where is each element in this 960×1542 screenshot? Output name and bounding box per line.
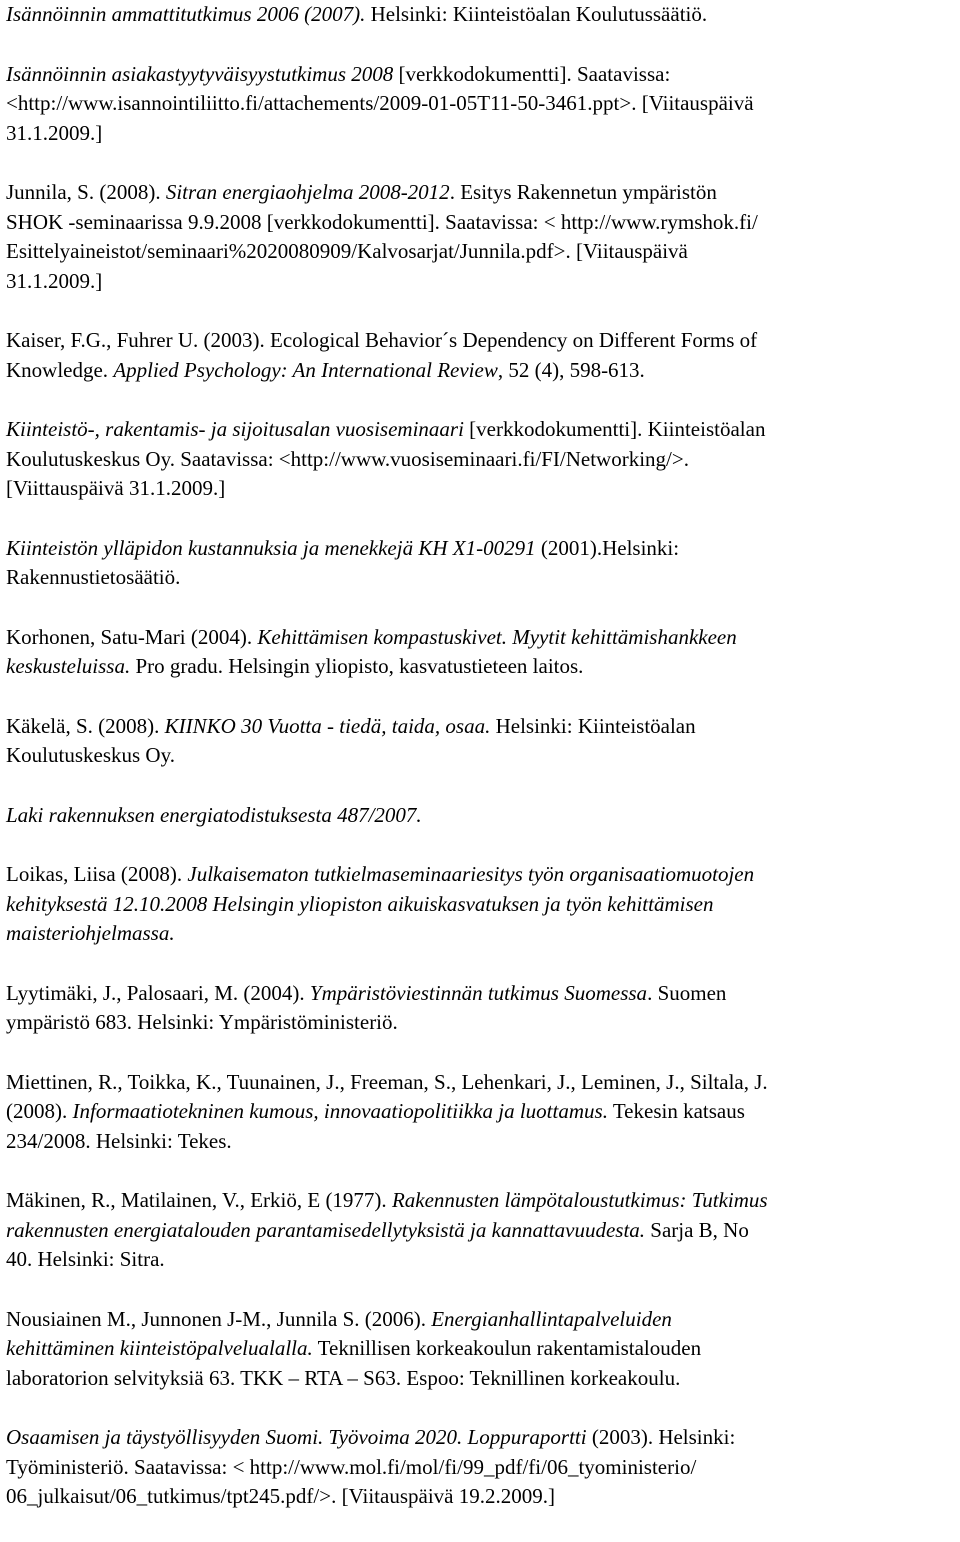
reference-title-text: KIINKO 30 Vuotta - tiedä, taida, osaa. — [164, 713, 491, 738]
reference-text: Kaiser, F.G., Fuhrer U. (2003). Ecological Behavior´s Dependency on Different Forms of Knowledge. — [6, 328, 758, 382]
ref-kiinteisto-vuosiseminaari — [6, 415, 956, 504]
reference-text: Junnila, S. (2008). — [6, 180, 166, 204]
ref-kiinteiston-yllapidon — [6, 534, 956, 593]
reference-text: (2003). Helsinki: Työministeriö. Saatavissa: < http://www.mol.fi/mol/fi/99_pdf/fi/06_tyoministerio/ 06_julkaisut/06_tutkimus/tpt245.pdf/>. [Viitauspäivä 19.2.2009.] — [6, 1425, 736, 1508]
ref-korhonen — [6, 623, 956, 682]
reference-text: Mäkinen, R., Matilainen, V., Erkiö, E (1977). — [6, 1188, 392, 1212]
reference-title-text: Isännöinnin asiakastyytyväisyystutkimus 2008 — [6, 61, 394, 86]
reference-text: Miettinen, R., Toikka, K., Tuunainen, J., Freeman, S., Lehenkari, J., Leminen, J., Siltala, J. (2008). — [6, 1069, 768, 1123]
reference-text: [verkkodokumentti]. Saatavissa: <http://www.isannointiliitto.fi/attachements/2009-01-05T11-50-3461.ppt>. [Viitauspäivä 31.1.2009.] — [6, 61, 754, 145]
reference-text: Nousiainen M., Junnonen J-M., Junnila S. (2006). — [6, 1306, 432, 1331]
reference-title-text: Energianhallintapalveluiden kehittäminen kiinteistöpalvelualalla. — [6, 1306, 672, 1360]
reference-text: Korhonen, Satu-Mari (2004). — [6, 624, 258, 649]
reference-text: Loikas, Liisa (2008). — [6, 862, 188, 886]
reference-text: , 52 (4), 598-613. — [497, 357, 645, 382]
ref-loikas — [6, 860, 956, 949]
reference-text: [verkkodokumentti]. Kiinteistöalan Koulutuskeskus Oy. Saatavissa: <http://www.vuosiseminaari.fi/FI/Networking/>. [Viittauspäivä 31.1.2009.] — [6, 417, 766, 500]
reference-text: Käkelä, S. (2008). — [6, 713, 165, 738]
reference-title-text: Applied Psychology: An International Review — [113, 357, 498, 382]
ref-nousiainen — [6, 1305, 956, 1394]
reference-title-text: Rakennusten lämpötaloustutkimus: Tutkimus rakennusten energiatalouden parantamisedellytyksistä ja kannattavuudesta. — [6, 1188, 768, 1242]
reference-title-text: Osaamisen ja täystyöllisyyden Suomi. Työvoima 2020. Loppuraportti — [6, 1425, 587, 1449]
reference-title-text: Isännöinnin ammattitutkimus 2006 (2007). — [6, 2, 366, 26]
reference-text: Lyytimäki, J., Palosaari, M. (2004). — [6, 980, 310, 1005]
reference-title-text: Kehittämisen kompastuskivet. Myytit kehittämishankkeen keskusteluissa. — [6, 624, 737, 678]
reference-title-text: Ympäristöviestinnän tutkimus Suomessa — [309, 980, 648, 1005]
ref-kakela — [6, 712, 956, 771]
reference-text: (2001).Helsinki: Rakennustietosäätiö. — [6, 535, 680, 589]
reference-text: Teknillisen korkeakoulun rakentamistalouden laboratorion selvityksiä 63. TKK – RTA – S63. Espoo: Teknillinen korkeakoulu. — [6, 1336, 702, 1390]
reference-title-text: Laki rakennuksen energiatodistuksesta 487/2007. — [6, 802, 422, 827]
reference-title-text: Julkaisematon tutkielmaseminaariesitys työn organisaatiomuotojen kehityksestä 12.10.2008 Helsingin yliopiston aikuiskasvatuksen ja työn kehittämisen maisteriohjelmassa. — [6, 862, 755, 945]
ref-kaiser — [6, 326, 956, 385]
reference-title-text: Kiinteistö-, rakentamis- ja sijoitusalan vuosiseminaari — [6, 417, 464, 441]
ref-makinen — [6, 1186, 956, 1275]
ref-isannoinnin-asiakastyytyvaisyystutkimus — [6, 60, 956, 149]
reference-title-text: Kiinteistön ylläpidon kustannuksia ja menekkejä KH X1-00291 — [6, 535, 536, 560]
reference-text: Sarja B, No 40. Helsinki: Sitra. — [6, 1217, 749, 1271]
reference-title-text: Informaatiotekninen kumous, innovaatiopolitiikka ja luottamus. — [72, 1099, 608, 1123]
ref-lyytimaki — [6, 979, 956, 1038]
reference-text: Helsinki: Kiinteistöalan Koulutussäätiö. — [365, 2, 708, 26]
ref-isannoinnin-ammattitutkimus — [6, 0, 956, 30]
ref-junnila — [6, 178, 956, 296]
ref-osaamisen — [6, 1423, 956, 1512]
reference-list — [6, 0, 956, 1542]
reference-title-text: Sitran energiaohjelma 2008-2012 — [165, 180, 450, 204]
ref-miettinen — [6, 1068, 956, 1157]
reference-text: Pro gradu. Helsingin yliopisto, kasvatustieteen laitos. — [130, 654, 584, 678]
reference-text: Helsinki: Kiinteistöalan Koulutuskeskus Oy. — [6, 713, 696, 767]
reference-text: . Suomen ympäristö 683. Helsinki: Ympäristöministeriö. — [6, 980, 727, 1034]
reference-text: . Esitys Rakennetun ympäristön SHOK -seminaarissa 9.9.2008 [verkkodokumentti]. Saatavissa: < http://www.rymshok.fi/ Esittelyaineistot/seminaari%2020080909/Kalvosarjat/Junnila.pdf>. [Viitauspäivä 31.1.2009.] — [6, 180, 758, 293]
ref-laki — [6, 801, 956, 831]
reference-text: Tekesin katsaus 234/2008. Helsinki: Tekes. — [6, 1099, 745, 1153]
